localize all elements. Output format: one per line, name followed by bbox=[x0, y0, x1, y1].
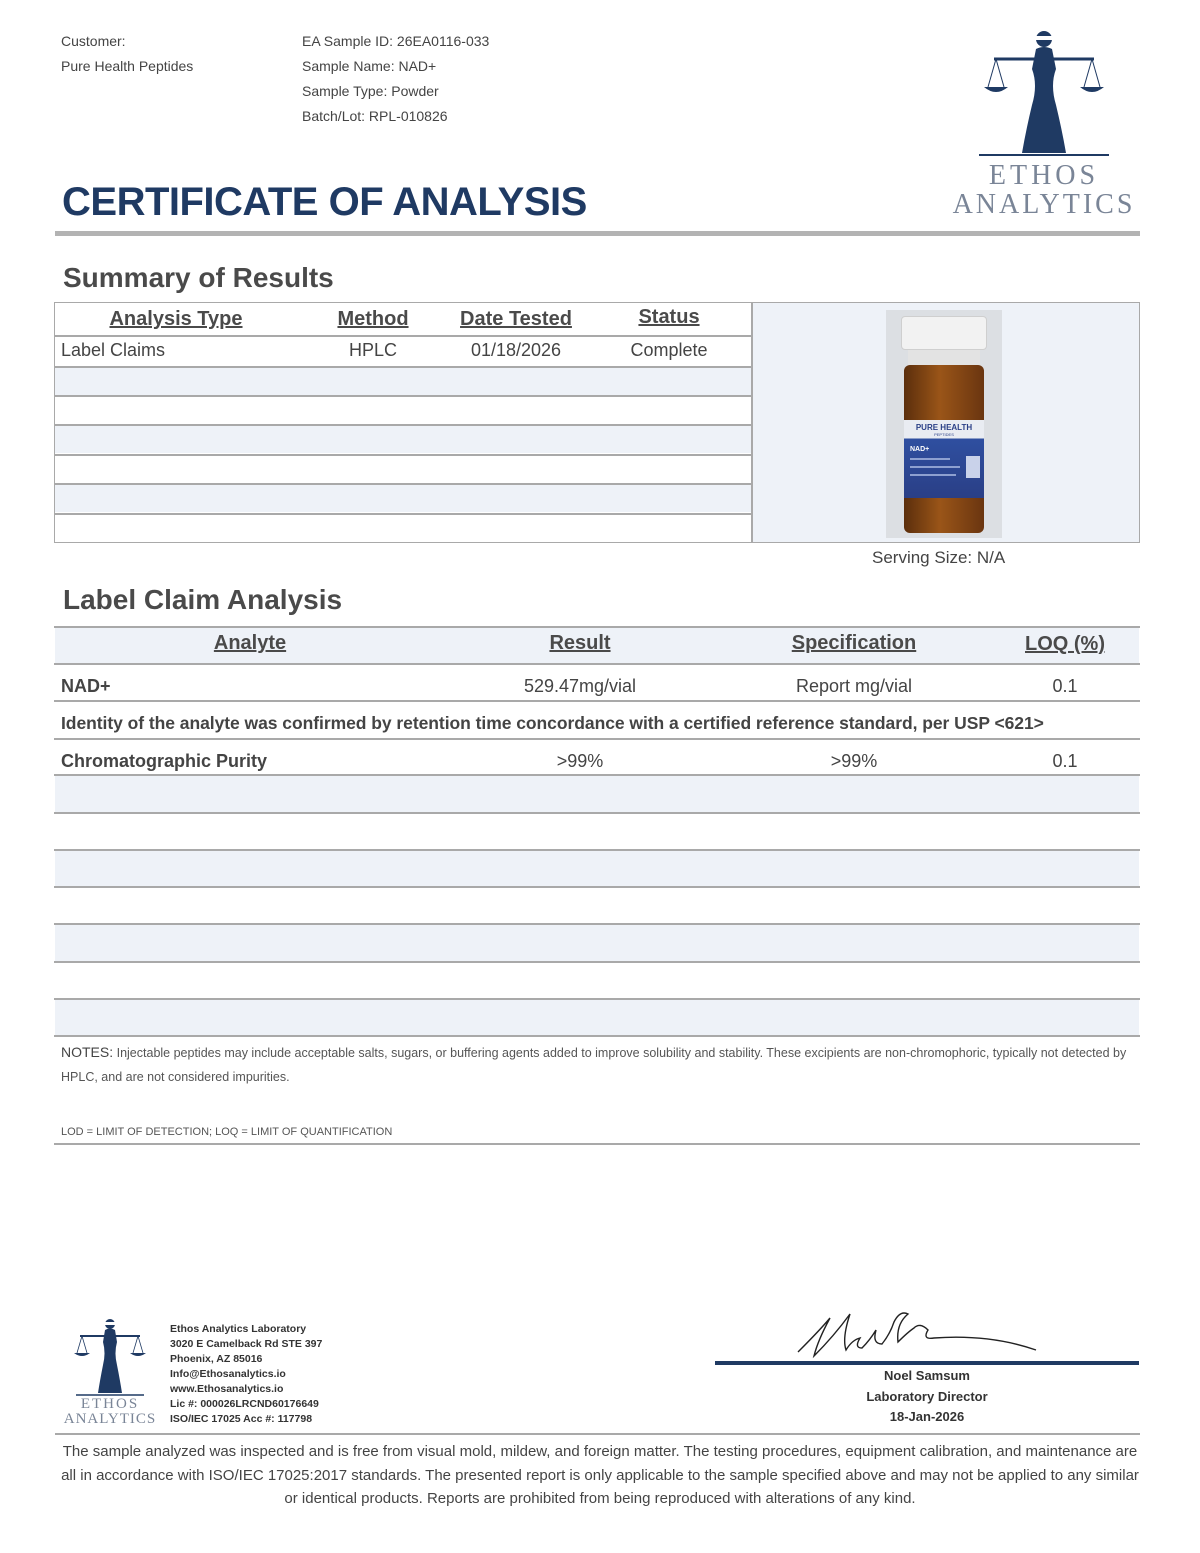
col-specification: Specification bbox=[791, 632, 917, 654]
col-loq: LOQ (%) bbox=[1025, 633, 1105, 655]
notes-label: NOTES: bbox=[61, 1044, 114, 1060]
lc-band bbox=[55, 998, 1139, 1035]
col-analyte: Analyte bbox=[213, 632, 287, 654]
lab-website: www.Ethosanalytics.io bbox=[170, 1383, 284, 1395]
col-result: Result bbox=[549, 632, 611, 654]
col-date-tested: Date Tested bbox=[460, 308, 572, 330]
lab-iso: ISO/IEC 17025 Acc #: 117798 bbox=[170, 1413, 313, 1425]
lc-row-line bbox=[54, 886, 1140, 888]
label-claim-heading: Label Claim Analysis bbox=[63, 584, 343, 615]
notes-text: Injectable peptides may include acceptable salts, sugars, or buffering agents added to improve solubility and stability. These excipients are non-chromophoric, typically not detected by HPLC, and are not considered impurities. bbox=[61, 1046, 1127, 1084]
notes bbox=[61, 1040, 1141, 1089]
lab-email: Info@Ethosanalytics.io bbox=[170, 1368, 286, 1380]
legend-divider bbox=[54, 1143, 1140, 1145]
sample-type: Sample Type: Powder bbox=[302, 83, 439, 99]
lc-spec: Report mg/vial bbox=[795, 676, 913, 696]
col-method: Method bbox=[337, 308, 409, 330]
summary-row-line bbox=[54, 424, 752, 426]
summary-heading: Summary of Results bbox=[63, 262, 334, 293]
lc-loq: 0.1 bbox=[1052, 751, 1078, 771]
lc-result: >99% bbox=[556, 751, 604, 771]
footer-logo-line-1: ETHOS bbox=[80, 1396, 140, 1412]
customer-label: Customer: bbox=[61, 33, 126, 49]
lc-row-line bbox=[54, 849, 1140, 851]
vial-product: NAD+ bbox=[910, 446, 930, 453]
ethos-logo bbox=[944, 25, 1144, 225]
summary-row-line bbox=[54, 454, 752, 456]
signature-rule bbox=[715, 1361, 1139, 1365]
logo-line-2: ANALYTICS bbox=[952, 189, 1136, 220]
summary-cell: Complete bbox=[630, 340, 708, 360]
summary-row-line bbox=[54, 483, 752, 485]
lady-justice-scales-icon bbox=[944, 25, 1144, 165]
summary-row-line bbox=[54, 395, 752, 397]
vial-brand: PURE HEALTH bbox=[915, 423, 973, 432]
lab-address-2: Phoenix, AZ 85016 bbox=[170, 1353, 263, 1365]
footer-logo-line-2: ANALYTICS bbox=[63, 1411, 157, 1427]
vial-sub: PEPTIDES bbox=[934, 432, 954, 437]
lc-row-line bbox=[54, 923, 1140, 925]
logo-line-1: ETHOS bbox=[988, 160, 1100, 191]
summary-cell: Label Claims bbox=[61, 340, 166, 360]
title-divider bbox=[55, 231, 1140, 236]
lc-band bbox=[55, 775, 1139, 812]
lc-analyte: Chromatographic Purity bbox=[61, 751, 268, 771]
lc-row-line bbox=[54, 998, 1140, 1000]
lc-analyte: NAD+ bbox=[61, 676, 111, 696]
lab-info bbox=[170, 1322, 322, 1427]
customer-name: Pure Health Peptides bbox=[61, 58, 194, 74]
lc-row-line bbox=[54, 663, 1140, 665]
footer-disclaimer: The sample analyzed was inspected and is free from visual mold, mildew, and foreign matter. The testing procedures, equipment calibration, and maintenance are all in accordance with ISO/IEC 17025:2017 standards. The presented report is only applicable to the sample specified above and may not be applied to any similar or identical products. Reports are prohibited from being reproduced with alterations of any kind. bbox=[61, 1443, 1139, 1507]
summary-cell: 01/18/2026 bbox=[470, 340, 562, 360]
lab-name: Ethos Analytics Laboratory bbox=[170, 1323, 307, 1335]
lab-license: Lic #: 000026LRCND60176649 bbox=[170, 1398, 319, 1410]
lc-row-line bbox=[54, 700, 1140, 702]
lc-result: 529.47mg/vial bbox=[523, 676, 637, 696]
lc-loq: 0.1 bbox=[1052, 676, 1078, 696]
handwritten-signature bbox=[790, 1300, 1050, 1362]
sample-id: EA Sample ID: 26EA0116-033 bbox=[302, 33, 490, 49]
summary-cell: HPLC bbox=[348, 340, 397, 360]
lady-justice-scales-icon bbox=[56, 1315, 164, 1399]
footer-logo bbox=[56, 1315, 164, 1427]
lab-address-1: 3020 E Camelback Rd STE 397 bbox=[170, 1338, 323, 1350]
identity-note: Identity of the analyte was confirmed by retention time concordance with a certified reference standard, per USP <621> bbox=[61, 713, 1044, 733]
batch-lot: Batch/Lot: RPL-010826 bbox=[302, 108, 448, 124]
summary-row-line bbox=[54, 366, 752, 368]
col-analysis-type: Analysis Type bbox=[109, 308, 243, 330]
col-status: Status bbox=[638, 306, 700, 328]
footer-divider bbox=[55, 1433, 1140, 1435]
page-title: CERTIFICATE OF ANALYSIS bbox=[62, 180, 587, 224]
lc-spec: >99% bbox=[830, 751, 878, 771]
lc-row-line bbox=[54, 961, 1140, 963]
signatory-role: Laboratory Director bbox=[866, 1389, 988, 1404]
lc-row-line bbox=[54, 738, 1140, 740]
lc-band bbox=[55, 924, 1139, 961]
signature-date: 18-Jan-2026 bbox=[889, 1409, 965, 1424]
sample-name: Sample Name: NAD+ bbox=[302, 58, 437, 74]
summary-divider bbox=[751, 302, 753, 543]
lc-row-line bbox=[54, 774, 1140, 776]
summary-row-line bbox=[54, 335, 752, 337]
lc-row-line bbox=[54, 1035, 1140, 1037]
lc-row-line bbox=[54, 626, 1140, 628]
summary-row-line bbox=[54, 513, 752, 515]
signatory-name: Noel Samsum bbox=[884, 1368, 970, 1383]
serving-size: Serving Size: N/A bbox=[872, 548, 1006, 567]
product-vial-photo bbox=[886, 310, 1002, 538]
lod-legend: LOD = LIMIT OF DETECTION; LOQ = LIMIT OF QUANTIFICATION bbox=[61, 1126, 393, 1138]
lc-band bbox=[55, 850, 1139, 887]
lc-row-line bbox=[54, 812, 1140, 814]
